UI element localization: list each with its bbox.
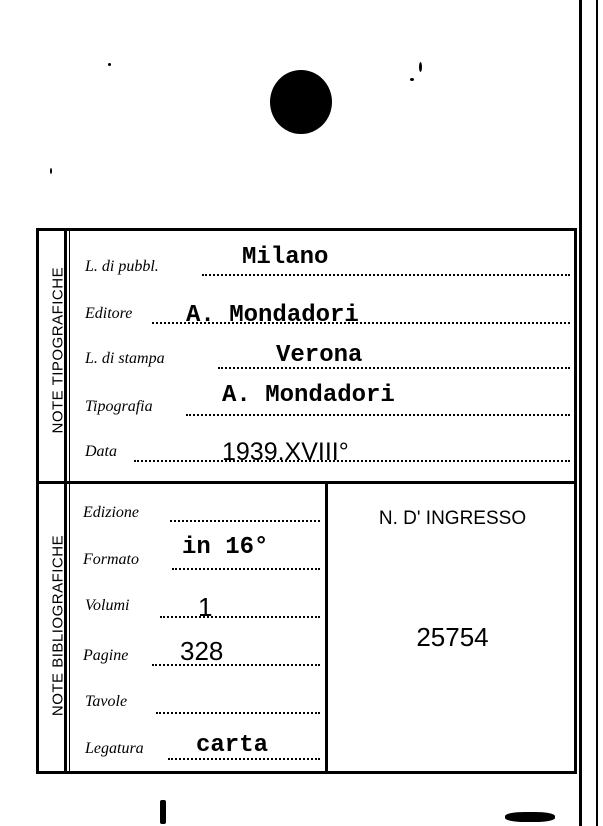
print-place-label: L. di stampa xyxy=(85,350,165,367)
section-divider xyxy=(36,481,577,484)
accession-divider xyxy=(325,484,328,772)
pages-line xyxy=(152,664,320,666)
date-line xyxy=(134,460,570,462)
format-value: in 16° xyxy=(182,534,269,561)
binding-value: carta xyxy=(196,732,269,759)
punch-hole xyxy=(270,70,332,134)
publisher-value: A. Mondadori xyxy=(186,302,359,329)
scan-speck xyxy=(160,800,166,824)
scan-speck xyxy=(419,62,422,72)
date-label: Data xyxy=(85,443,117,460)
place-line xyxy=(202,274,570,276)
volumes-value: 1 xyxy=(198,592,213,622)
pages-value: 328 xyxy=(180,636,224,666)
printer-value: A. Mondadori xyxy=(222,382,395,409)
accession-number: 25754 xyxy=(416,622,489,652)
label-column-divider-thin xyxy=(69,230,70,772)
scan-speck xyxy=(505,812,555,822)
typographic-section-title: NOTE TIPOGRAFICHE xyxy=(49,266,67,434)
pages-label: Pagine xyxy=(83,647,129,664)
scan-speck xyxy=(50,168,52,174)
card-edge-right xyxy=(579,0,582,826)
bibliographic-section-title: NOTE BIBLIOGRAFICHE xyxy=(49,534,67,717)
print-place-value: Verona xyxy=(276,342,363,369)
date-value: 1939.XVIII° xyxy=(222,438,349,466)
plates-label: Tavole xyxy=(85,693,128,710)
printer-label: Tipografia xyxy=(85,398,153,415)
edition-label: Edizione xyxy=(83,504,139,521)
place-label: L. di pubbl. xyxy=(85,258,159,275)
accession-label: N. D' INGRESSO xyxy=(378,508,527,529)
format-label: Formato xyxy=(83,551,139,568)
printer-line xyxy=(186,414,570,416)
format-line xyxy=(172,568,320,570)
plates-line xyxy=(156,712,320,714)
binding-label: Legatura xyxy=(85,740,144,757)
print-place-line xyxy=(218,367,570,369)
scan-speck xyxy=(108,63,111,66)
publisher-label: Editore xyxy=(85,305,133,322)
edition-line xyxy=(170,520,320,522)
place-value: Milano xyxy=(242,244,329,271)
card-edge-outer xyxy=(596,0,598,826)
volumes-label: Volumi xyxy=(85,597,130,614)
volumes-line xyxy=(160,616,320,618)
scan-speck xyxy=(410,78,414,81)
